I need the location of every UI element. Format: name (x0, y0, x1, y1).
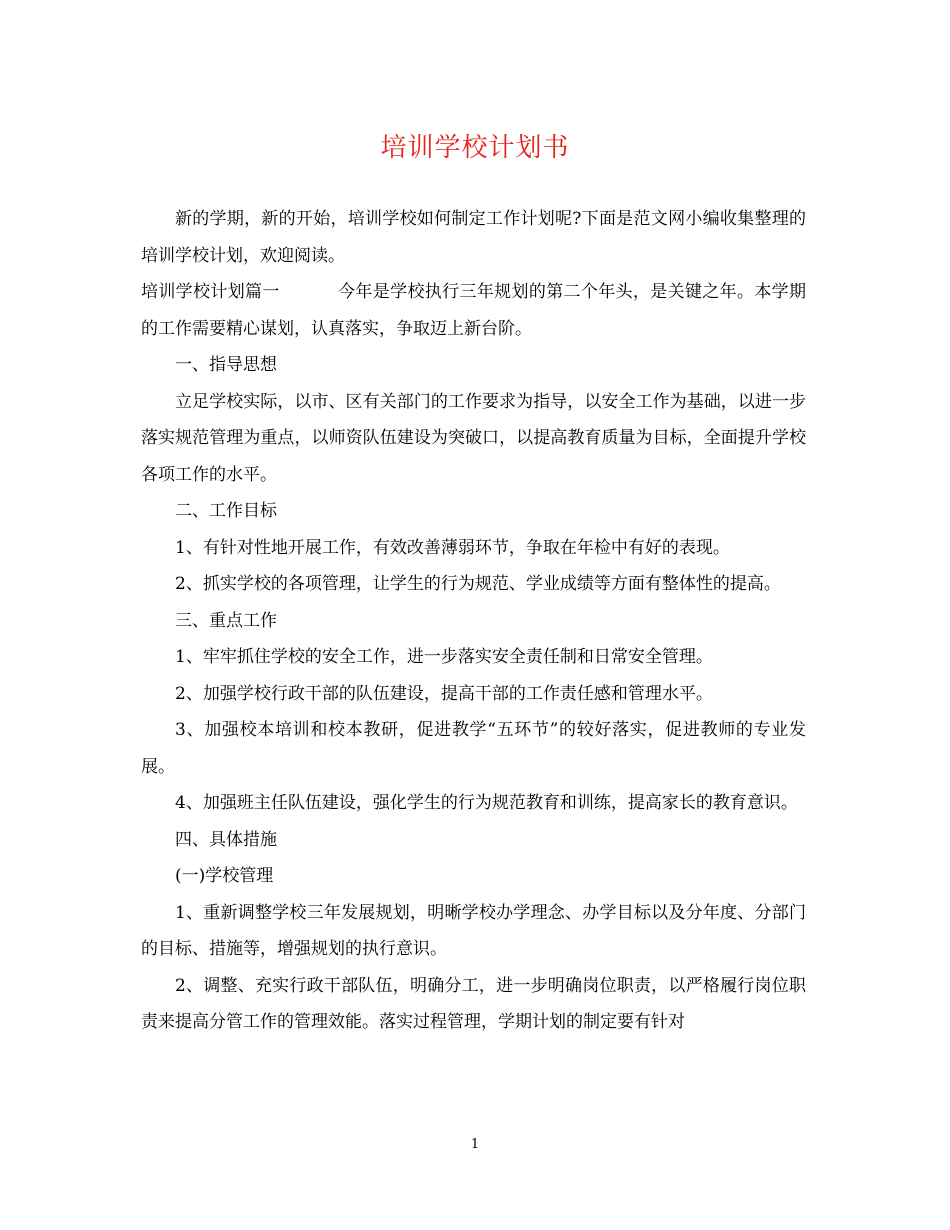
document-body (141, 201, 806, 1041)
measure-item-2: 2、调整、充实行政干部队伍，明确分工，进一步明确岗位职责，以严格履行岗位职责来提高分管工作的管理效能。落实过程管理，学期计划的制定要有针对 (141, 975, 806, 1032)
page-number: 1 (470, 1137, 480, 1152)
measure-item-1: 1、重新调整学校三年发展规划，明晰学校办学理念、办学目标以及分年度、分部门的目标、措施等，增强规划的执行意识。 (141, 902, 806, 959)
section-intro-text: 今年是学校执行三年规划的第二个年头，是关键之年。本学期的工作需要精心谋划，认真落实，争取迈上新台阶。 (141, 282, 807, 339)
goal-item-2: 2、抓实学校的各项管理，让学生的行为规范、学业成绩等方面有整体性的提高。 (175, 574, 781, 594)
key-work-item-1: 1、牢牢抓住学校的安全工作，进一步落实安全责任制和日常安全管理。 (175, 647, 713, 667)
section-label: 培训学校计划篇一 (141, 282, 280, 302)
key-work-item-3: 3、加强校本培训和校本教研，促进教学“五环节”的较好落实，促进教师的专业发展。 (141, 720, 806, 777)
key-work-item-2: 2、加强学校行政干部的队伍建设，提高干部的工作责任感和管理水平。 (175, 683, 713, 704)
heading-work-goals: 二、工作目标 (175, 501, 277, 521)
document-title: 培训学校计划书 (380, 133, 570, 163)
heading-specific-measures: 四、具体措施 (175, 829, 277, 850)
section-intro-paragraph (141, 274, 806, 347)
key-work-item-4: 4、加强班主任队伍建设，强化学生的行为规范教育和训练，提高家长的教育意识。 (175, 793, 798, 813)
heading-guiding-ideology: 一、指导思想 (175, 355, 277, 375)
guiding-ideology-paragraph: 立足学校实际，以市、区有关部门的工作要求为指导，以安全工作为基础，以进一步落实规范管理为重点，以师资队伍建设为突破口，以提高教育质量为目标，全面提升学校各项工作的水平。 (141, 391, 806, 485)
subheading-school-management: (一)学校管理 (175, 866, 274, 886)
heading-key-work: 三、重点工作 (175, 610, 277, 631)
goal-item-1: 1、有针对性地开展工作，有效改善薄弱环节，争取在年检中有好的表现。 (175, 537, 730, 558)
intro-paragraph: 新的学期，新的开始，培训学校如何制定工作计划呢?下面是范文网小编收集整理的培训学校计划，欢迎阅读。 (141, 209, 806, 266)
